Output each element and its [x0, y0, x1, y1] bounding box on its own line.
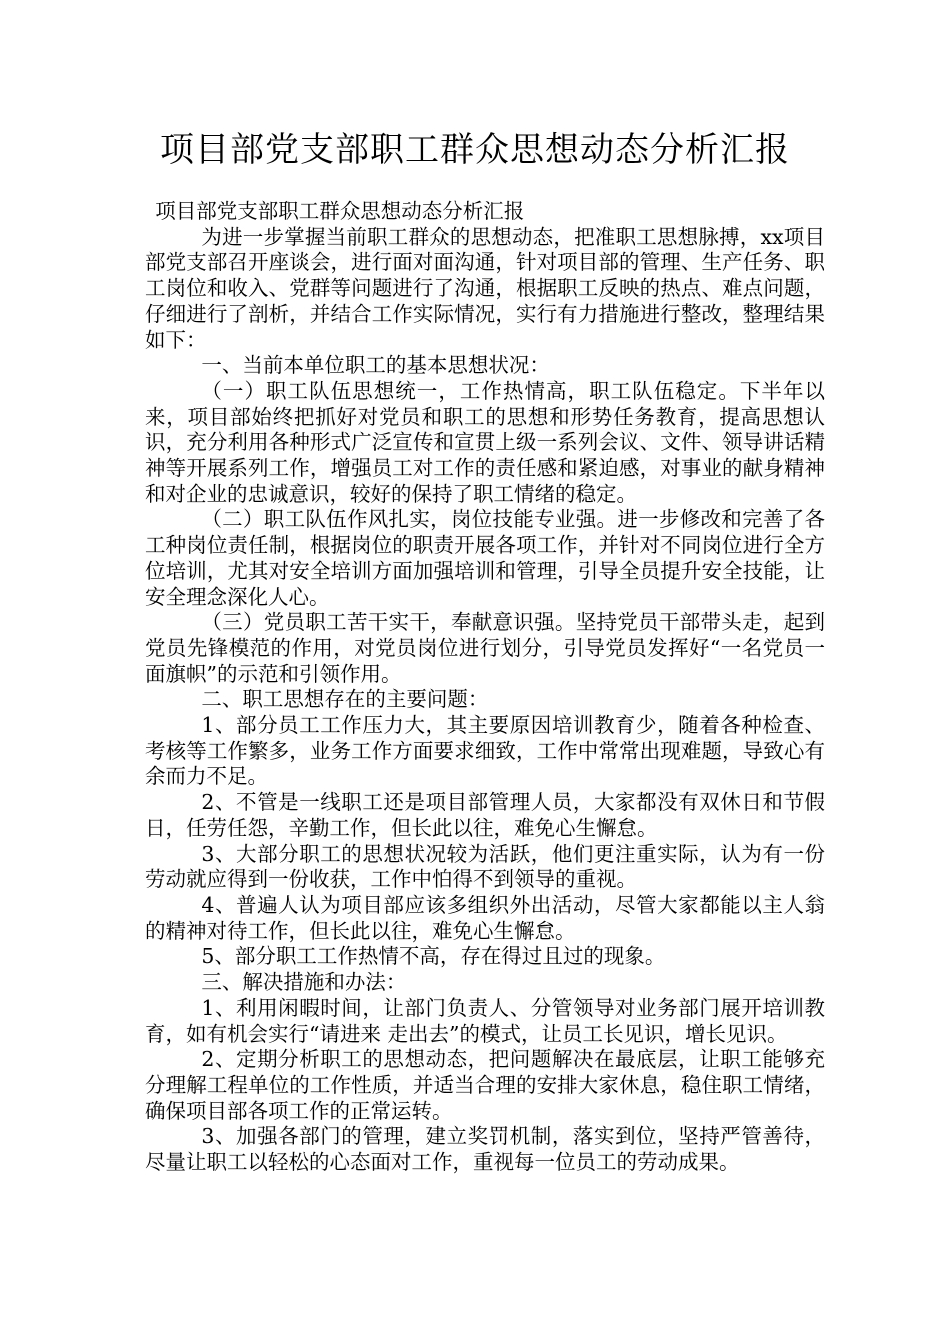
paragraph: 5、部分职工工作热情不高，存在得过且过的现象。	[201, 944, 666, 969]
document-body	[145, 199, 825, 1176]
paragraph: 1、利用闲暇时间，让部门负责人、分管领导对业务部门展开培训教育，如有机会实行“请进来 走出去”的模式，让员工长见识，增长见识。	[145, 995, 825, 1046]
paragraph: 2、不管是一线职工还是项目部管理人员，大家都没有双休日和节假日，任劳任怨，辛勤工作，但长此以往，难免心生懈怠。	[145, 790, 825, 840]
paragraph: （三）党员职工苦干实干，奉献意识强。坚持党员干部带头走，起到党员先锋模范的作用，对党员岗位进行划分，引导党员发挥好“一名党员一面旗帜”的示范和引领作用。	[145, 610, 825, 686]
paragraph: （一）职工队伍思想统一，工作热情高，职工队伍稳定。下半年以来，项目部始终把抓好对党员和职工的思想和形势任务教育，提高思想认识，充分利用各种形式广泛宣传和宣贯上级一系列会议、文件、领导讲话精神等开展系列工作，增强员工对工作的责任感和紧迫感，对事业的献身精神和对企业的忠诚意识，较好的保持了职工情绪的稳定。	[145, 378, 825, 506]
paragraph: 3、大部分职工的思想状况较为活跃，他们更注重实际，认为有一份劳动就应得到一份收获，工作中怕得不到领导的重视。	[145, 841, 825, 892]
paragraph: 3、加强各部门的管理，建立奖罚机制，落实到位，坚持严管善待，尽量让职工以轻松的心态面对工作，重视每一位员工的劳动成果。	[145, 1124, 825, 1175]
section-heading-3: 三、解决措施和办法：	[201, 970, 407, 995]
paragraph: （二）职工队伍作风扎实，岗位技能专业强。进一步修改和完善了各工种岗位责任制，根据岗位的职责开展各项工作，并针对不同岗位进行全方位培训，尤其对安全培训方面加强培训和管理，引导全员提升安全技能，让安全理念深化人心。	[145, 507, 825, 609]
paragraph: 2、定期分析职工的思想动态，把问题解决在最底层，让职工能够充分理解工程单位的工作性质，并适当合理的安排大家休息，稳住职工情绪，确保项目部各项工作的正常运转。	[145, 1047, 825, 1123]
paragraph: 1、部分员工工作压力大，其主要原因培训教育少，随着各种检查、考核等工作繁多，业务工作方面要求细致，工作中常常出现难题，导致心有余而力不足。	[145, 713, 825, 789]
document-subtitle: 项目部党支部职工群众思想动态分析汇报	[155, 199, 525, 223]
paragraph: 4、普遍人认为项目部应该多组织外出活动，尽管大家都能以主人翁的精神对待工作，但长此以往，难免心生懈怠。	[145, 892, 825, 943]
document-title: 项目部党支部职工群众思想动态分析汇报	[160, 130, 790, 170]
section-heading-2: 二、职工思想存在的主要问题：	[201, 687, 489, 712]
section-heading-1: 一、当前本单位职工的基本思想状况：	[201, 353, 550, 378]
intro-paragraph: 为进一步掌握当前职工群众的思想动态，把准职工思想脉搏，xx项目部党支部召开座谈会，进行面对面沟通，针对项目部的管理、生产任务、职工岗位和收入、党群等问题进行了沟通，根据职工反映的热点、难点问题，仔细进行了剖析，并结合工作实际情况，实行有力措施进行整改，整理结果如下：	[145, 224, 825, 352]
